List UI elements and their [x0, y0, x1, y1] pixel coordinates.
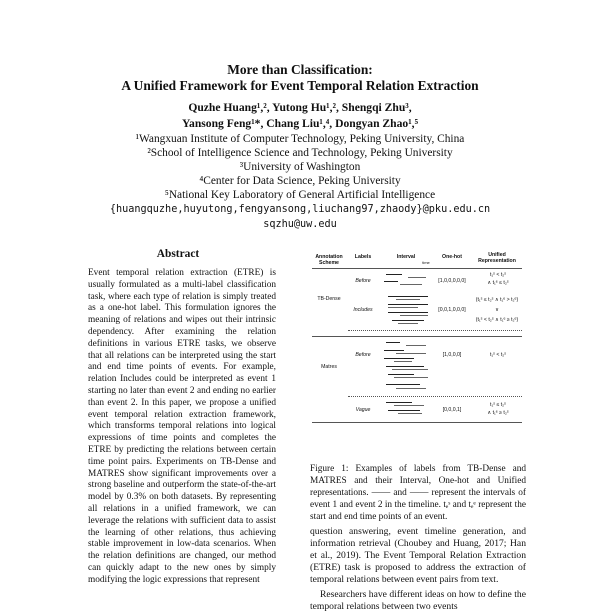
- table-rule-mid1: [348, 330, 522, 331]
- abstract-body: [88, 268, 276, 587]
- header-time-axis: time: [422, 260, 430, 265]
- row-unified-0b: ∧ t₁ᵉ ≤ t₂ˢ: [487, 280, 509, 286]
- interval-bar: [394, 405, 424, 406]
- row-label-before-tbdense: Before: [355, 278, 371, 284]
- abstract-heading: Abstract: [156, 248, 200, 260]
- interval-bar: [400, 284, 422, 285]
- interval-bar: [400, 315, 428, 316]
- row-label-includes: Includes: [353, 307, 373, 313]
- interval-bar: [406, 345, 426, 346]
- affiliation-2: ²School of Intelligence Science and Technology, Peking University: [147, 147, 453, 159]
- interval-bar: [386, 342, 400, 343]
- table-rule-section: [312, 336, 522, 337]
- interval-bar: [388, 307, 418, 308]
- interval-bar: [398, 323, 418, 324]
- interval-bar: [388, 410, 420, 411]
- interval-bar: [384, 350, 404, 351]
- header-annotation-scheme: Annotation Scheme: [315, 254, 343, 266]
- interval-bar: [388, 304, 428, 305]
- row-unified-1c: (t₁ˢ < t₂ˢ ∧ t₁ᵉ ≥ t₂ᵉ): [475, 317, 519, 323]
- interval-bar: [386, 366, 424, 367]
- interval-bar: [388, 312, 428, 313]
- row-label-before-matres: Before: [355, 352, 371, 358]
- interval-bar: [386, 402, 412, 403]
- abstract-text: Event temporal relation extraction (ETRE) is usually formulated as a multi-label classification task, where each type of relation is simply treated as a one-hot label. This formulation ignores the meaning of relations and wipes out their intrinsic dependency. After examining the relation definitions in various ETRE tasks, we observe that all relations can be interpreted using the start and end time points of events. For example, relation Includes could be interpreted as event 1 starting no later than event 2 and ending no earlier than event 2. In this paper, we propose a unified event temporal relation extraction framework, which transforms temporal relations into logical expressions of time points and completes the ETRE by predicting the relations between certain time point pairs. Experiments on TB-Dense and MATRES show significant improvements over a strong baseline and outperform the state-of-the-art model by 0.3% on both datasets. By representing all relations in a unified framework, we can leverage the relations with sufficient data to assist the learning of other relations, thus achieving stable improvement in low-data scenarios. When the relation definitions are changed, our method can quickly adapt to the new ones by simply modifying the logic expressions that represent: [88, 268, 276, 585]
- header-unified: Unified Representation: [478, 252, 516, 264]
- interval-bar: [392, 320, 424, 321]
- table-rule-top: [312, 268, 522, 269]
- row-unified-3a: t₁ˢ ≤ t₂ˢ: [490, 402, 506, 408]
- authors-line2: Yansong Feng¹*, Chang Liu¹,⁴, Dongyan Zhao¹,⁵: [181, 117, 419, 130]
- figure-caption-text: Figure 1: Examples of labels from TB-Dense and MATRES and their Interval, One-hot and Unified representations. —— and —— represent the intervals of event 1 and event 2 in the timeline. tₑˢ and tₑᵉ represent the start and end time points of an event.: [310, 464, 526, 522]
- interval-bar: [388, 296, 428, 297]
- row-onehot-0: [1,0,0,0,0,0]: [438, 278, 466, 284]
- row-unified-1a: (t₁ˢ ≤ t₂ˢ ∧ t₁ᵉ > t₂ᵉ): [475, 297, 519, 303]
- header-interval: Interval: [396, 254, 416, 260]
- row-onehot-3: [0,0,0,1]: [442, 407, 462, 413]
- affiliation-4: ⁴Center for Data Science, Peking University: [199, 175, 401, 187]
- header-labels: Labels: [354, 254, 372, 260]
- paper-title-line1: More than Classification:: [227, 62, 373, 77]
- header-one-hot: One-hot: [442, 254, 462, 260]
- interval-bar: [394, 377, 428, 378]
- authors-line1: Quzhe Huang¹,², Yutong Hu¹,², Shengqi Zhu³,: [188, 101, 412, 114]
- figure-caption: [310, 463, 526, 523]
- interval-bar: [396, 299, 420, 300]
- table-rule-mid2: [348, 396, 522, 397]
- row-scheme-tbdense: TB-Dense: [317, 296, 341, 302]
- affiliation-5: ⁵National Key Laboratory of General Artificial Intelligence: [164, 189, 436, 201]
- row-unified-2a: t₁ˢ < t₂ˢ: [489, 352, 507, 358]
- intro-paragraph-1: question answering, event timeline generation, and information retrieval (Choubey and Huang, 2017; Han et al., 2019). The Event Temporal Relation Extraction (ETRE) task is proposed to address the extraction of temporal relations between event pairs from text.: [310, 526, 526, 585]
- row-unified-0a: t₁ˢ < t₂ˢ: [489, 272, 507, 278]
- row-onehot-2: [1,0,0,0]: [442, 352, 462, 358]
- row-scheme-matres: Matres: [321, 364, 337, 370]
- interval-bar: [394, 361, 412, 362]
- interval-bar: [408, 277, 426, 278]
- interval-bar: [384, 281, 398, 282]
- emails-line2: sqzhu@uw.edu: [263, 219, 337, 230]
- interval-bar: [396, 353, 426, 354]
- interval-bar: [392, 369, 428, 370]
- interval-bar: [388, 374, 414, 375]
- row-unified-3b: ∧ t₁ᵉ ≥ t₂ˢ: [487, 410, 509, 416]
- paper-title-line2: A Unified Framework for Event Temporal Relation Extraction: [121, 78, 479, 93]
- row-onehot-1: [0,0,1,0,0,0]: [438, 307, 466, 313]
- affiliation-1: ¹Wangxuan Institute of Computer Technology, Peking University, China: [135, 133, 465, 145]
- row-label-vague: Vague: [355, 407, 371, 413]
- interval-bar: [386, 274, 402, 275]
- intro-paragraph-2: Researchers have different ideas on how to define the temporal relations between two events: [310, 589, 526, 612]
- table-rule-bottom: [312, 422, 522, 423]
- interval-bar: [396, 388, 426, 389]
- figure-1: [312, 244, 522, 444]
- emails-line1: {huangquzhe,huyutong,fengyansong,liuchang97,zhaody}@pku.edu.cn: [109, 204, 491, 215]
- row-unified-1b: ∨: [495, 307, 499, 313]
- affiliation-3: ³University of Washington: [239, 161, 361, 173]
- interval-bar: [398, 413, 422, 414]
- interval-bar: [386, 384, 420, 385]
- interval-bar: [384, 358, 414, 359]
